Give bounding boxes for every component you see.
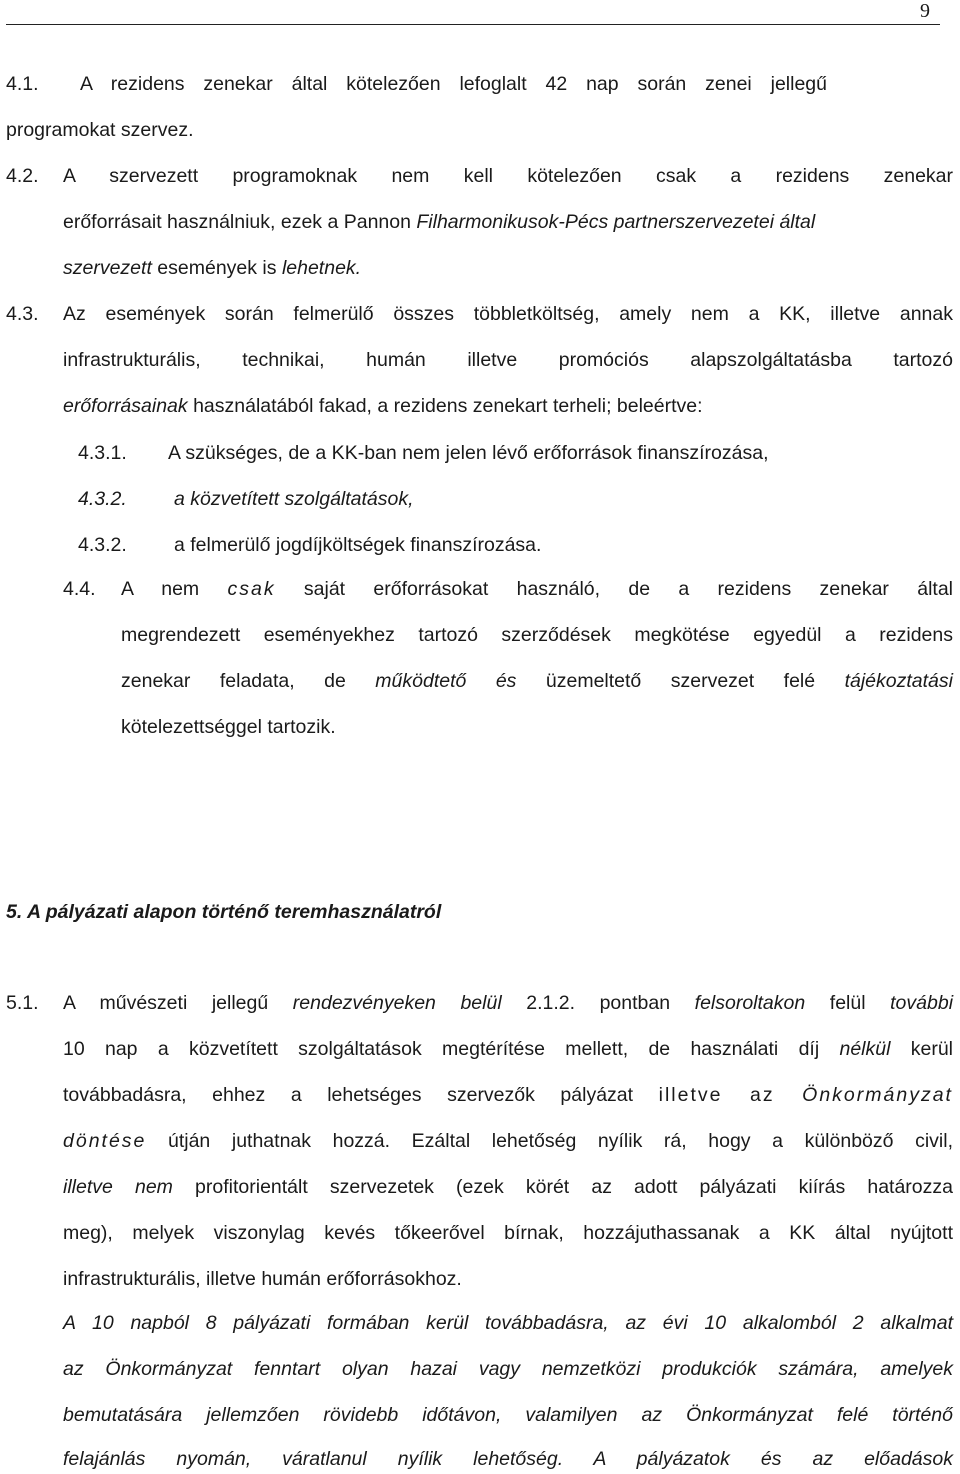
- s51-l1d: felsoroltakon: [694, 992, 806, 1014]
- section-5-1-number: 5.1.: [6, 992, 39, 1014]
- section-4-4-line-3: [121, 669, 953, 693]
- s51-l1e: felül: [805, 992, 891, 1014]
- subsection-4-3-1-number: 4.3.1.: [78, 442, 127, 464]
- s51-l2c: kerül: [890, 1038, 953, 1060]
- section-5-1-line-6: meg), melyek viszonylag kevés tőkeerővel bírnak, hozzájuthassanak a KK által nyújtott: [63, 1222, 953, 1244]
- section-5-1-line-4: [63, 1129, 953, 1153]
- section-4-3-italic: erőforrásainak: [63, 395, 188, 417]
- section-4-2-line-1: A szervezett programoknak nem kell kötelezően csak a rezidens zenekar: [63, 165, 953, 187]
- section-4-3-line-1: Az események során felmerülő összes többletköltség, amely nem a KK, illetve annak: [63, 303, 953, 325]
- s51-l1a: A művészeti jellegű: [63, 992, 293, 1014]
- section-4-1-line-1: A rezidens zenekar által kötelezően lefoglalt 42 nap során zenei jellegű: [80, 73, 827, 95]
- s51-l4b: útján juthatnak hozzá. Ezáltal lehetőség nyílik rá, hogy a különböző civil,: [146, 1130, 953, 1152]
- section-5-1-line-1: [63, 991, 953, 1015]
- subsection-4-3-2-number: 4.3.2.: [78, 488, 127, 510]
- subsection-4-3-1-text: A szükséges, de a KK-ban nem jelen lévő erőforrások finanszírozása,: [168, 442, 769, 464]
- section-4-2-text: erőforrásait használniuk, ezek a Pannon: [63, 211, 417, 233]
- section-4-4-line-4: kötelezettséggel tartozik.: [121, 716, 336, 738]
- subsection-4-3-2-text: a közvetített szolgáltatások,: [174, 488, 414, 510]
- s51-l2a: 10 nap a közvetített szolgáltatások megtérítése mellett, de használati díj: [63, 1038, 840, 1060]
- s51-l5b: profitorientált szervezetek (ezek körét az adott pályázati kiírás határozza: [172, 1176, 953, 1198]
- section-4-4-number: 4.4.: [63, 578, 96, 600]
- section-5-1-para2-line-2: az Önkormányzat fenntart olyan hazai vagy nemzetközi produkciók számára, amelyek: [63, 1358, 953, 1380]
- section-4-3-number: 4.3.: [6, 303, 39, 325]
- section-4-2-text-b: események is: [151, 257, 282, 279]
- section-4-4-text-3c: üzemeltető szervezet felé: [516, 670, 845, 692]
- section-4-2-italic-a: szervezett: [63, 257, 152, 279]
- section-4-4-text-c: saját erőforrásokat használó, de a rezidens zenekar által: [275, 578, 953, 600]
- subsection-4-3-3-text: a felmerülő jogdíjköltségek finanszírozása.: [174, 534, 542, 556]
- s51-l3b: illetve az: [658, 1084, 803, 1106]
- section-4-2-line-2: [63, 210, 815, 234]
- section-4-4-line-1: [121, 577, 953, 601]
- section-4-4-spaced: csak: [227, 578, 276, 600]
- section-4-2-italic: Filharmonikusok-Pécs partnerszervezetei által: [416, 211, 816, 233]
- s51-l1f: további: [890, 992, 954, 1014]
- section-4-4-text-3a: zenekar feladata, de: [121, 670, 376, 692]
- s51-l1b: rendezvényeken belül: [292, 992, 502, 1014]
- s51-l5a: illetve nem: [63, 1176, 173, 1198]
- section-4-2-italic-c: lehetnek.: [281, 257, 362, 279]
- section-5-1-line-7: infrastrukturális, illetve humán erőforrásokhoz.: [63, 1268, 462, 1290]
- page-number: 9: [920, 0, 930, 22]
- section-5-1-line-2: [63, 1037, 953, 1061]
- section-5-1-para2-line-4: felajánlás nyomán, váratlanul nyílik lehetőség. A pályázatok és az előadások: [63, 1448, 953, 1470]
- section-4-4-text-a: A nem: [121, 578, 228, 600]
- s51-l4a: döntése: [63, 1130, 147, 1152]
- section-4-2-number: 4.2.: [6, 165, 39, 187]
- section-4-2-line-3: [63, 256, 361, 280]
- s51-l3c: Önkormányzat: [802, 1084, 953, 1106]
- section-4-1-line-2: programokat szervez.: [6, 119, 194, 141]
- section-4-3-text: használatából fakad, a rezidens zenekart terheli; beleértve:: [187, 395, 703, 417]
- section-5-1-para2-line-1: A 10 napból 8 pályázati formában kerül továbbadásra, az évi 10 alkalomból 2 alkalmat: [63, 1312, 953, 1334]
- section-5-heading: 5. A pályázati alapon történő teremhasználatról: [6, 901, 442, 923]
- section-5-1-line-3: [63, 1083, 953, 1107]
- section-5-1-line-5: [63, 1175, 953, 1199]
- s51-l2b: nélkül: [839, 1038, 891, 1060]
- section-5-1-para2-line-3: bemutatására jellemzően rövidebb időtávon, valamilyen az Önkormányzat felé történő: [63, 1404, 953, 1426]
- header-rule: [6, 24, 940, 25]
- section-4-3-line-3: [63, 394, 703, 418]
- section-4-1-number: 4.1.: [6, 73, 39, 95]
- s51-l1c: 2.1.2. pontban: [501, 992, 695, 1014]
- section-4-3-line-2: infrastrukturális, technikai, humán illetve promóciós alapszolgáltatásba tartozó: [63, 349, 953, 371]
- s51-l3a: továbbadásra, ehhez a lehetséges szervezők pályázat: [63, 1084, 659, 1106]
- subsection-4-3-3-number: 4.3.2.: [78, 534, 127, 556]
- section-4-4-line-2: megrendezett eseményekhez tartozó szerződések megkötése egyedül a rezidens: [121, 624, 953, 646]
- section-4-4-italic-3d: tájékoztatási: [844, 670, 953, 692]
- section-4-4-italic-3b: működtető és: [375, 670, 517, 692]
